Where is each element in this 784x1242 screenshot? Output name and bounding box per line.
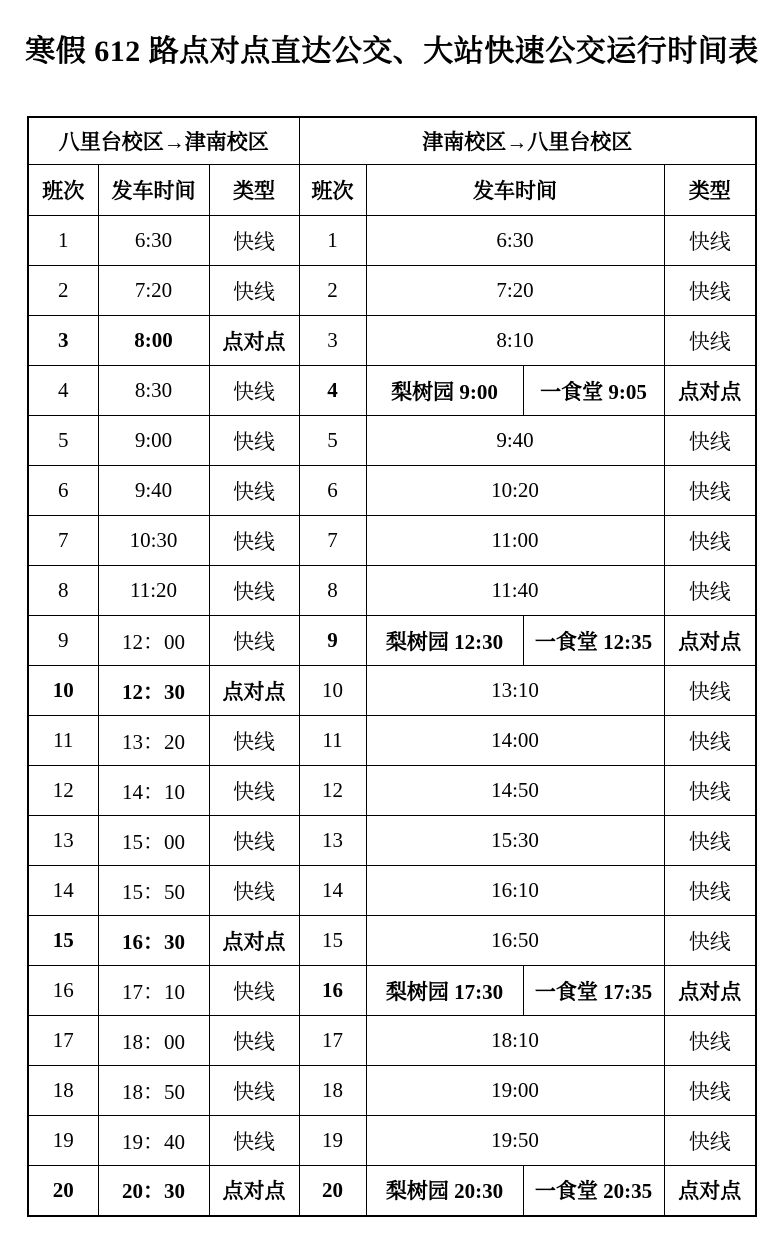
left-type: 快线 bbox=[209, 516, 299, 566]
left-type: 快线 bbox=[209, 1016, 299, 1066]
column-header-row bbox=[28, 165, 756, 216]
left-departure-time: 8:00 bbox=[98, 316, 209, 366]
right-type: 快线 bbox=[664, 1116, 756, 1166]
right-trip-header: 班次 bbox=[299, 165, 366, 216]
left-departure-time: 20：30 bbox=[98, 1166, 209, 1216]
right-trip-number: 5 bbox=[299, 416, 366, 466]
right-trip-number: 18 bbox=[299, 1066, 366, 1116]
right-trip-number: 3 bbox=[299, 316, 366, 366]
left-departure-time: 17：10 bbox=[98, 966, 209, 1016]
right-departure-time: 15:30 bbox=[366, 816, 664, 866]
left-type: 点对点 bbox=[209, 916, 299, 966]
right-type: 快线 bbox=[664, 416, 756, 466]
right-departure-time: 13:10 bbox=[366, 666, 664, 716]
left-type: 快线 bbox=[209, 416, 299, 466]
left-departure-time: 15：00 bbox=[98, 816, 209, 866]
table-row bbox=[28, 366, 756, 416]
right-trip-number: 14 bbox=[299, 866, 366, 916]
left-time-header: 发车时间 bbox=[98, 165, 209, 216]
right-departure-time: 14:00 bbox=[366, 716, 664, 766]
right-trip-number: 20 bbox=[299, 1166, 366, 1216]
right-type: 点对点 bbox=[664, 616, 756, 666]
right-trip-number: 13 bbox=[299, 816, 366, 866]
right-type: 快线 bbox=[664, 716, 756, 766]
bus-timetable bbox=[27, 116, 757, 1217]
right-type: 快线 bbox=[664, 1066, 756, 1116]
right-type: 快线 bbox=[664, 816, 756, 866]
left-trip-number: 2 bbox=[28, 266, 98, 316]
direction-left-header: 八里台校区→津南校区 bbox=[28, 117, 299, 165]
left-trip-number: 5 bbox=[28, 416, 98, 466]
table-row bbox=[28, 216, 756, 266]
left-departure-time: 7:20 bbox=[98, 266, 209, 316]
right-type: 快线 bbox=[664, 916, 756, 966]
right-departure-lishuyuan: 梨树园 12:30 bbox=[366, 616, 523, 666]
table-row bbox=[28, 716, 756, 766]
right-departure-lishuyuan: 梨树园 17:30 bbox=[366, 966, 523, 1016]
table-row bbox=[28, 916, 756, 966]
right-departure-yishitang: 一食堂 17:35 bbox=[523, 966, 664, 1016]
right-departure-lishuyuan: 梨树园 20:30 bbox=[366, 1166, 523, 1216]
left-type: 快线 bbox=[209, 366, 299, 416]
direction-header-row bbox=[28, 117, 756, 165]
left-type: 点对点 bbox=[209, 316, 299, 366]
table-row bbox=[28, 1066, 756, 1116]
right-type: 快线 bbox=[664, 766, 756, 816]
right-departure-time: 14:50 bbox=[366, 766, 664, 816]
right-departure-time: 10:20 bbox=[366, 466, 664, 516]
left-type: 快线 bbox=[209, 966, 299, 1016]
left-departure-time: 6:30 bbox=[98, 216, 209, 266]
direction-right-header: 津南校区→八里台校区 bbox=[299, 117, 756, 165]
left-trip-number: 19 bbox=[28, 1116, 98, 1166]
table-row bbox=[28, 866, 756, 916]
table-row bbox=[28, 1166, 756, 1216]
timetable-body bbox=[28, 216, 756, 1216]
left-trip-number: 17 bbox=[28, 1016, 98, 1066]
table-row bbox=[28, 466, 756, 516]
right-type: 点对点 bbox=[664, 366, 756, 416]
right-type: 快线 bbox=[664, 866, 756, 916]
table-row bbox=[28, 1016, 756, 1066]
left-departure-time: 15：50 bbox=[98, 866, 209, 916]
left-trip-number: 11 bbox=[28, 716, 98, 766]
left-departure-time: 9:40 bbox=[98, 466, 209, 516]
left-departure-time: 13：20 bbox=[98, 716, 209, 766]
right-trip-number: 7 bbox=[299, 516, 366, 566]
right-type: 快线 bbox=[664, 566, 756, 616]
right-type: 点对点 bbox=[664, 966, 756, 1016]
table-row bbox=[28, 316, 756, 366]
right-departure-time: 7:20 bbox=[366, 266, 664, 316]
left-trip-number: 3 bbox=[28, 316, 98, 366]
table-row bbox=[28, 516, 756, 566]
left-type: 快线 bbox=[209, 816, 299, 866]
left-trip-number: 7 bbox=[28, 516, 98, 566]
right-type: 快线 bbox=[664, 516, 756, 566]
right-type: 快线 bbox=[664, 666, 756, 716]
right-departure-time: 6:30 bbox=[366, 216, 664, 266]
right-departure-time: 11:00 bbox=[366, 516, 664, 566]
right-trip-number: 16 bbox=[299, 966, 366, 1016]
left-type: 快线 bbox=[209, 466, 299, 516]
right-trip-number: 4 bbox=[299, 366, 366, 416]
left-type: 快线 bbox=[209, 866, 299, 916]
right-time-header: 发车时间 bbox=[366, 165, 664, 216]
left-trip-number: 10 bbox=[28, 666, 98, 716]
left-trip-number: 16 bbox=[28, 966, 98, 1016]
left-type: 快线 bbox=[209, 1066, 299, 1116]
left-trip-number: 1 bbox=[28, 216, 98, 266]
page-title: 寒假 612 路点对点直达公交、大站快速公交运行时间表 bbox=[25, 35, 759, 68]
table-row bbox=[28, 766, 756, 816]
right-departure-time: 18:10 bbox=[366, 1016, 664, 1066]
left-type: 快线 bbox=[209, 616, 299, 666]
left-type: 快线 bbox=[209, 266, 299, 316]
right-departure-time: 11:40 bbox=[366, 566, 664, 616]
left-departure-time: 12：00 bbox=[98, 616, 209, 666]
left-trip-number: 8 bbox=[28, 566, 98, 616]
right-departure-yishitang: 一食堂 9:05 bbox=[523, 366, 664, 416]
left-trip-number: 15 bbox=[28, 916, 98, 966]
left-departure-time: 10:30 bbox=[98, 516, 209, 566]
left-trip-number: 4 bbox=[28, 366, 98, 416]
right-departure-time: 8:10 bbox=[366, 316, 664, 366]
left-type-header: 类型 bbox=[209, 165, 299, 216]
right-type: 快线 bbox=[664, 1016, 756, 1066]
right-type: 点对点 bbox=[664, 1166, 756, 1216]
right-type: 快线 bbox=[664, 316, 756, 366]
right-trip-number: 10 bbox=[299, 666, 366, 716]
left-departure-time: 9:00 bbox=[98, 416, 209, 466]
left-type: 快线 bbox=[209, 566, 299, 616]
table-row bbox=[28, 566, 756, 616]
table-row bbox=[28, 666, 756, 716]
right-departure-time: 16:50 bbox=[366, 916, 664, 966]
right-departure-time: 16:10 bbox=[366, 866, 664, 916]
right-trip-number: 6 bbox=[299, 466, 366, 516]
left-departure-time: 14：10 bbox=[98, 766, 209, 816]
table-row bbox=[28, 1116, 756, 1166]
left-type: 快线 bbox=[209, 766, 299, 816]
table-row bbox=[28, 266, 756, 316]
right-trip-number: 19 bbox=[299, 1116, 366, 1166]
right-departure-yishitang: 一食堂 12:35 bbox=[523, 616, 664, 666]
left-type: 点对点 bbox=[209, 666, 299, 716]
left-trip-number: 13 bbox=[28, 816, 98, 866]
left-trip-number: 12 bbox=[28, 766, 98, 816]
right-type-header: 类型 bbox=[664, 165, 756, 216]
left-trip-header: 班次 bbox=[28, 165, 98, 216]
right-trip-number: 17 bbox=[299, 1016, 366, 1066]
left-departure-time: 8:30 bbox=[98, 366, 209, 416]
right-departure-yishitang: 一食堂 20:35 bbox=[523, 1166, 664, 1216]
left-trip-number: 20 bbox=[28, 1166, 98, 1216]
table-row bbox=[28, 616, 756, 666]
right-type: 快线 bbox=[664, 216, 756, 266]
left-type: 快线 bbox=[209, 1116, 299, 1166]
left-departure-time: 12：30 bbox=[98, 666, 209, 716]
left-departure-time: 16：30 bbox=[98, 916, 209, 966]
right-departure-time: 19:50 bbox=[366, 1116, 664, 1166]
left-trip-number: 9 bbox=[28, 616, 98, 666]
table-row bbox=[28, 966, 756, 1016]
table-row bbox=[28, 816, 756, 866]
left-trip-number: 6 bbox=[28, 466, 98, 516]
right-trip-number: 11 bbox=[299, 716, 366, 766]
right-trip-number: 2 bbox=[299, 266, 366, 316]
right-departure-lishuyuan: 梨树园 9:00 bbox=[366, 366, 523, 416]
right-departure-time: 19:00 bbox=[366, 1066, 664, 1116]
table-row bbox=[28, 416, 756, 466]
right-trip-number: 15 bbox=[299, 916, 366, 966]
right-trip-number: 8 bbox=[299, 566, 366, 616]
right-trip-number: 12 bbox=[299, 766, 366, 816]
right-trip-number: 9 bbox=[299, 616, 366, 666]
left-type: 快线 bbox=[209, 216, 299, 266]
left-trip-number: 18 bbox=[28, 1066, 98, 1116]
right-type: 快线 bbox=[664, 266, 756, 316]
left-type: 快线 bbox=[209, 716, 299, 766]
right-departure-time: 9:40 bbox=[366, 416, 664, 466]
left-type: 点对点 bbox=[209, 1166, 299, 1216]
right-type: 快线 bbox=[664, 466, 756, 516]
left-departure-time: 11:20 bbox=[98, 566, 209, 616]
right-trip-number: 1 bbox=[299, 216, 366, 266]
left-departure-time: 18：50 bbox=[98, 1066, 209, 1116]
left-departure-time: 19：40 bbox=[98, 1116, 209, 1166]
left-departure-time: 18：00 bbox=[98, 1016, 209, 1066]
left-trip-number: 14 bbox=[28, 866, 98, 916]
